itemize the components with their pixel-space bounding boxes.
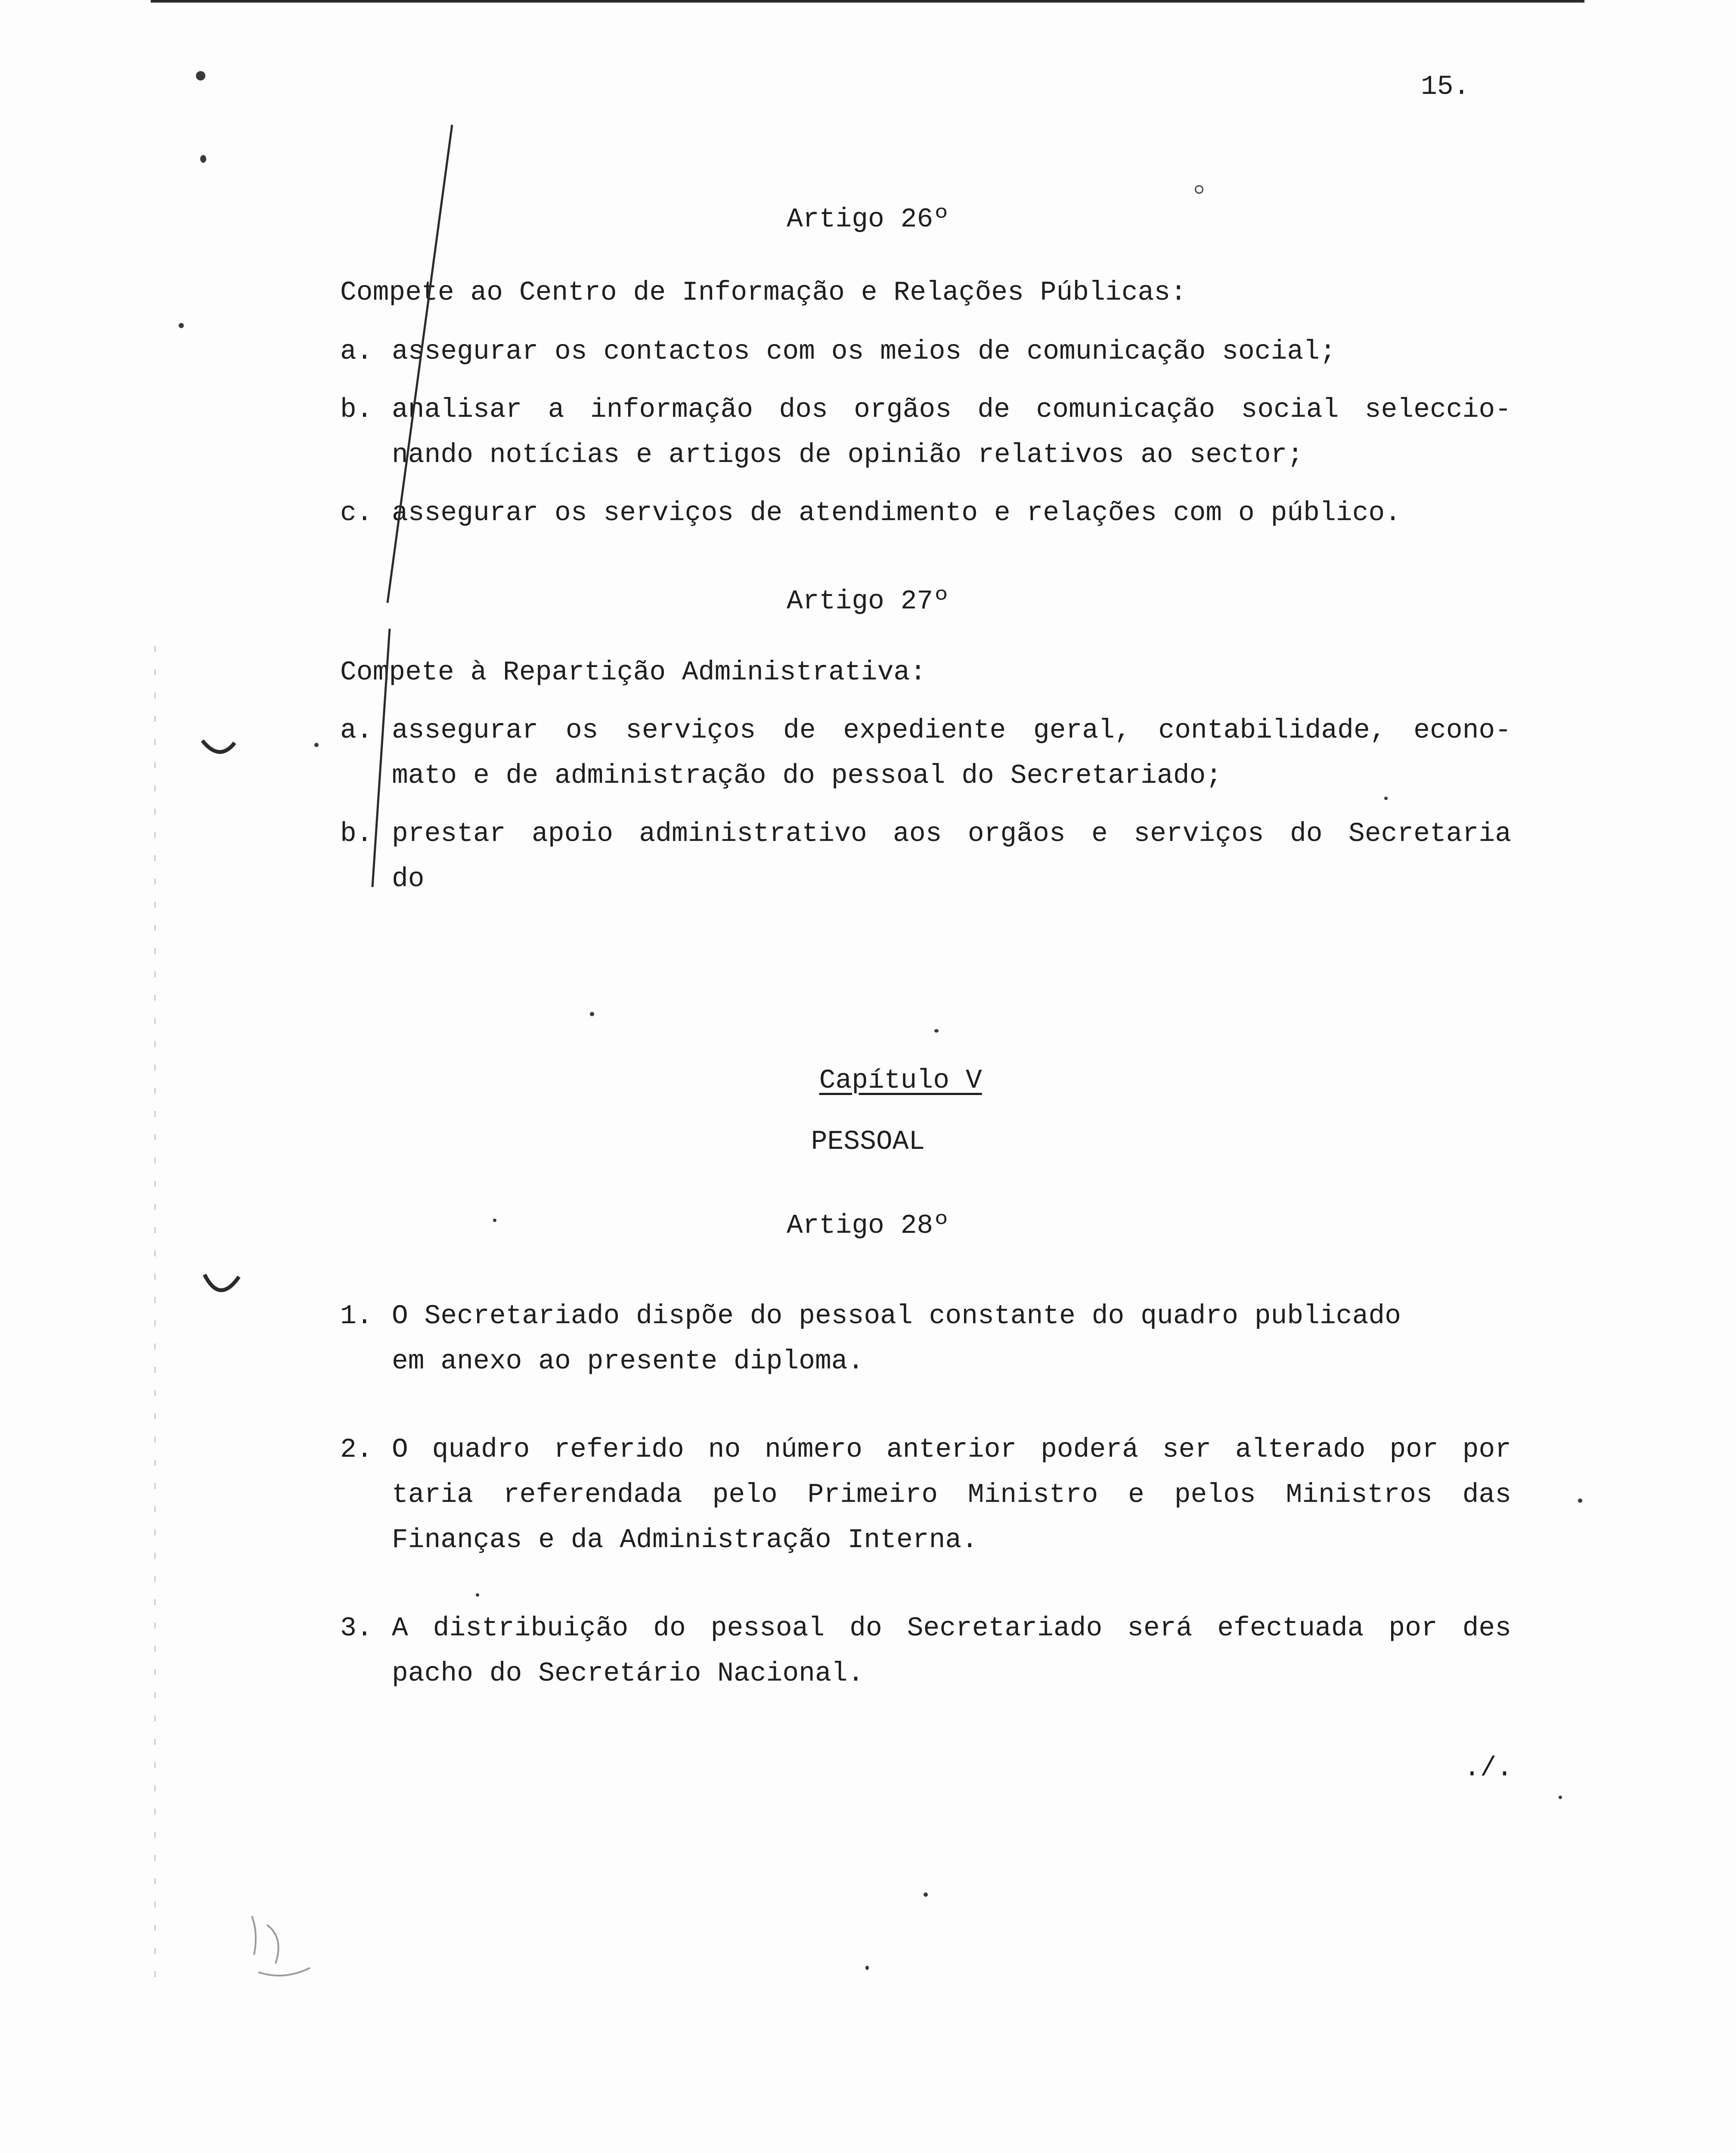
article-27-intro: Compete à Repartição Administrativa: <box>340 657 927 688</box>
speck <box>476 1593 479 1597</box>
article-28-item-2-text: O quadro referido no número anterior poderá ser alterado por por <box>392 1434 1511 1465</box>
bracket-mark-lower <box>205 1275 239 1290</box>
article-26-item-c-text: assegurar os serviços de atendimento e relações com o público. <box>392 498 1401 528</box>
hand-drawn-margin-line-lower <box>372 629 390 887</box>
speck <box>1195 185 1203 194</box>
article-27-heading: Artigo 27º <box>786 586 950 617</box>
faint-scribble-mark <box>252 1916 310 1976</box>
bracket-mark-upper <box>202 741 235 752</box>
article-26-heading: Artigo 26º <box>786 204 950 235</box>
hand-drawn-margin-line-upper <box>388 125 452 603</box>
article-27-item-b-continuation: do <box>392 864 425 894</box>
article-28-item-3-continuation: pacho do Secretário Nacional. <box>392 1658 864 1689</box>
article-28-item-1-continuation: em anexo ao presente diploma. <box>392 1346 864 1377</box>
article-28-item-2-continuation: taria referendada pelo Primeiro Ministro e pelos Ministros das <box>392 1480 1511 1510</box>
article-26-item-b-text: analisar a informação dos orgãos de comunicação social seleccio- <box>392 394 1511 425</box>
article-28-item-1-marker: 1. <box>340 1301 373 1331</box>
article-27-item-a-continuation: mato e de administração do pessoal do Secretariado; <box>392 760 1222 791</box>
chapter-subtitle: PESSOAL <box>811 1126 925 1157</box>
article-28-item-3-marker: 3. <box>340 1613 373 1644</box>
article-28-item-1-text: O Secretariado dispõe do pessoal constante do quadro publicado <box>392 1301 1401 1331</box>
speck <box>179 323 184 328</box>
speck <box>924 1892 928 1897</box>
speck <box>590 1012 594 1016</box>
article-27-item-b-text: prestar apoio administrativo aos orgãos e serviços do Secretaria <box>392 819 1511 849</box>
article-27-item-a-marker: a. <box>340 715 373 746</box>
speck <box>1384 797 1388 800</box>
speck <box>1559 1796 1562 1799</box>
speck <box>493 1219 496 1222</box>
article-28-heading: Artigo 28º <box>786 1210 950 1241</box>
page-number: 15. <box>1421 71 1470 102</box>
article-28-item-3-text: A distribuição do pessoal do Secretariado será efectuada por des <box>392 1613 1511 1644</box>
article-28-item-2-marker: 2. <box>340 1434 373 1465</box>
chapter-title: Capítulo V <box>819 1065 982 1096</box>
speck <box>934 1029 939 1033</box>
article-26-item-b-marker: b. <box>340 394 373 425</box>
article-26-item-a-text: assegurar os contactos com os meios de comunicação social; <box>392 336 1336 367</box>
article-28-item-2-continuation-2: Finanças e da Administração Interna. <box>392 1525 978 1555</box>
speck <box>865 1966 869 1970</box>
speck <box>196 71 205 81</box>
article-27-item-b-marker: b. <box>340 819 373 849</box>
speck <box>1578 1498 1582 1503</box>
article-26-intro: Compete ao Centro de Informação e Relações Públicas: <box>340 277 1187 308</box>
article-26-item-b-continuation: nando notícias e artigos de opinião relativos ao sector; <box>392 440 1304 470</box>
article-26-item-c-marker: c. <box>340 498 373 528</box>
speck <box>200 155 206 163</box>
article-26-item-a-marker: a. <box>340 336 373 367</box>
speck <box>314 743 319 747</box>
continuation-mark: ./. <box>1464 1753 1513 1784</box>
article-27-item-a-text: assegurar os serviços de expediente geral, contabilidade, econo- <box>392 715 1511 746</box>
